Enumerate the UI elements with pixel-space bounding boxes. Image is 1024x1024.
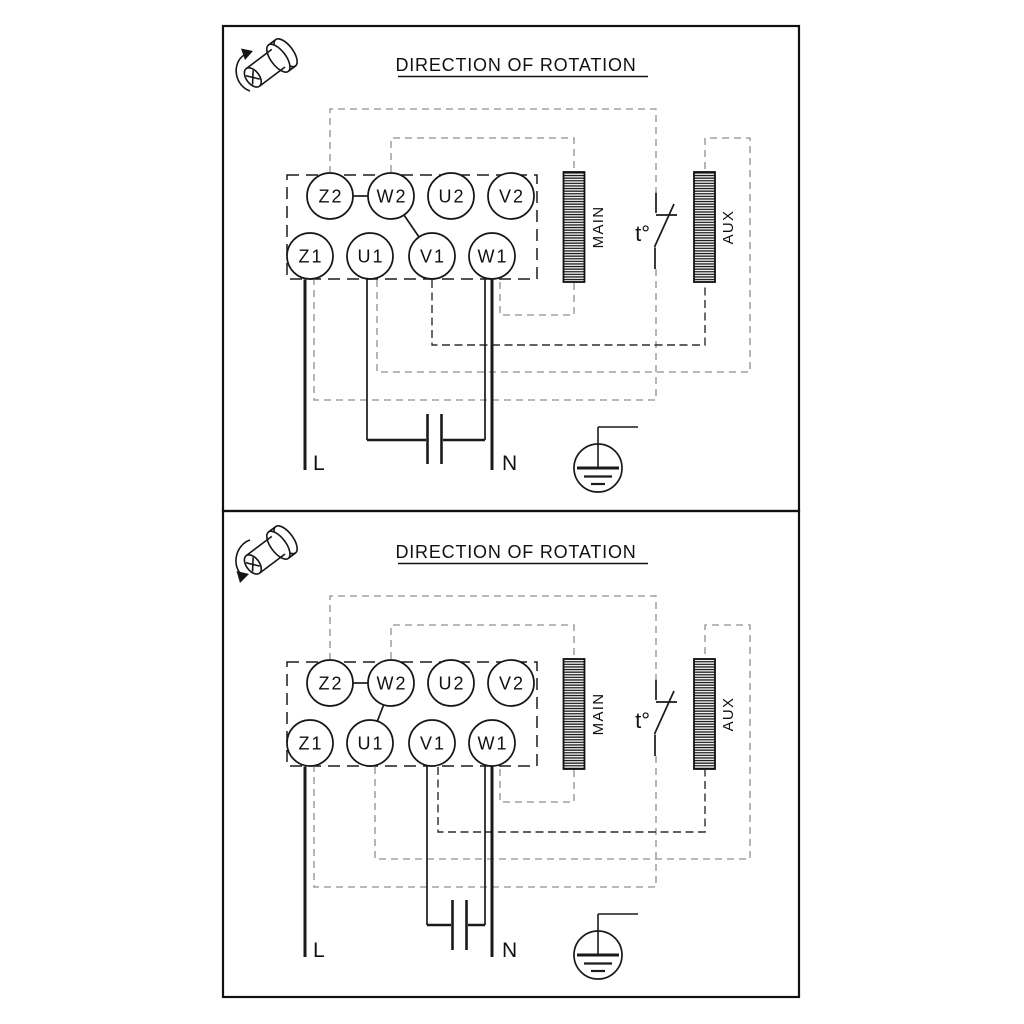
terminal-Z2-label: Z2	[318, 186, 344, 207]
terminal-V1-label: V1	[419, 246, 447, 267]
terminal-Z2-label: Z2	[318, 673, 344, 694]
line-N-label: N	[502, 452, 518, 475]
rotation-ccw-icon	[236, 35, 301, 94]
terminal-V2-label: V2	[498, 673, 526, 694]
aux-winding	[694, 659, 715, 769]
ground-icon	[574, 914, 638, 979]
wiring-v1-aux	[438, 767, 705, 832]
thermal-switch-label: t°	[635, 708, 650, 733]
main-winding-label: MAIN	[590, 205, 607, 249]
line-N-label: N	[502, 939, 518, 962]
panel-rotation-ccw	[223, 26, 799, 511]
terminal-W2-label: W2	[376, 186, 408, 207]
terminal-V2-label: V2	[498, 186, 526, 207]
thermal-switch-icon	[655, 193, 678, 270]
aux-winding-label: AUX	[720, 696, 737, 732]
aux-winding-label: AUX	[720, 209, 737, 245]
main-winding	[564, 659, 585, 769]
terminal-Z1-label: Z1	[298, 733, 324, 754]
wiring-v1-aux	[432, 280, 705, 345]
page-title: DIRECTION OF ROTATION	[395, 542, 637, 562]
ground-icon	[574, 427, 638, 492]
wiring-main-w1	[500, 280, 574, 315]
line-L-label: L	[313, 939, 325, 962]
wiring-w2-main	[391, 138, 574, 172]
thermal-switch-label: t°	[635, 221, 650, 246]
terminal-U2-label: U2	[438, 186, 466, 207]
terminal-W1-label: W1	[477, 733, 509, 754]
line-L-label: L	[313, 452, 325, 475]
aux-winding	[694, 172, 715, 282]
terminal-U1-label: U1	[357, 246, 385, 267]
page-title: DIRECTION OF ROTATION	[395, 55, 637, 75]
link-w2-u1	[377, 704, 384, 722]
wiring-main-w1	[500, 767, 574, 802]
link-w2-v1	[404, 215, 419, 237]
panel-rotation-cw	[223, 511, 799, 997]
terminal-W2-label: W2	[376, 673, 408, 694]
capacitor	[427, 767, 485, 951]
rotation-cw-icon	[236, 522, 302, 583]
terminal-U1-label: U1	[357, 733, 385, 754]
terminal-Z1-label: Z1	[298, 246, 324, 267]
terminal-W1-label: W1	[477, 246, 509, 267]
main-winding	[564, 172, 585, 282]
terminal-V1-label: V1	[419, 733, 447, 754]
terminal-U2-label: U2	[438, 673, 466, 694]
wiring-w2-main	[391, 625, 574, 659]
main-winding-label: MAIN	[590, 692, 607, 736]
thermal-switch-icon	[655, 680, 678, 757]
